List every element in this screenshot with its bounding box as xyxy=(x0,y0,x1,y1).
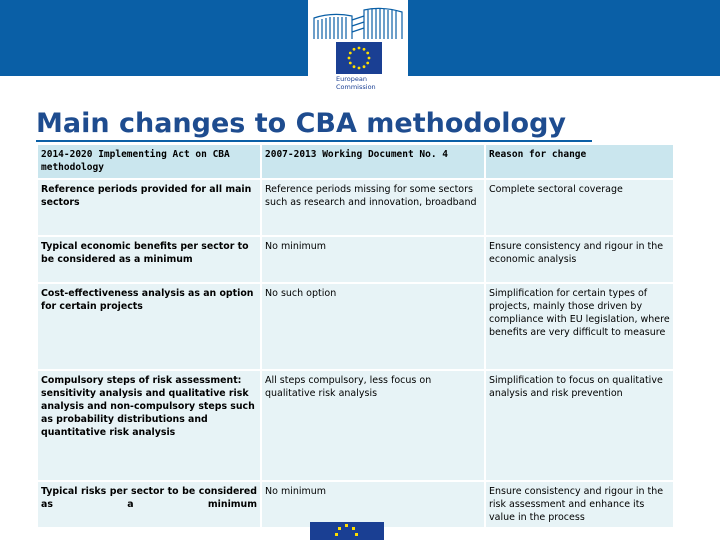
star-icon xyxy=(335,533,338,536)
title-underline xyxy=(36,140,592,142)
eu-flag xyxy=(336,42,382,74)
table-cell: Cost-effectiveness analysis as an option for certain projects xyxy=(38,284,260,369)
column-header: 2014-2020 Implementing Act on CBA methodology xyxy=(38,145,260,178)
table-row xyxy=(38,284,673,369)
table-cell: Ensure consistency and rigour in the risk assessment and enhance its value in the process xyxy=(486,482,673,527)
table-row xyxy=(38,237,673,282)
berlaymont-building-icon xyxy=(312,6,404,40)
comparison-table xyxy=(36,143,675,529)
table-cell: Simplification for certain types of projects, mainly those driven by compliance with EU legislation, where benefits are very difficult to measure xyxy=(486,284,673,369)
eu-stars-icon xyxy=(336,42,382,74)
table-cell: No minimum xyxy=(262,482,484,527)
european-commission-logo xyxy=(308,0,408,100)
table-cell: All steps compulsory, less focus on qualitative risk analysis xyxy=(262,371,484,480)
logo-text-line2: Commission xyxy=(336,82,376,91)
star-icon xyxy=(352,527,355,530)
table-row xyxy=(38,180,673,235)
column-header: Reason for change xyxy=(486,145,673,178)
star-icon xyxy=(345,524,348,527)
star-icon xyxy=(355,533,358,536)
page-title: Main changes to CBA methodology xyxy=(36,108,567,139)
table-cell: Reference periods provided for all main sectors xyxy=(38,180,260,235)
table-header-row xyxy=(38,145,673,178)
table-cell: Complete sectoral coverage xyxy=(486,180,673,235)
table-cell: Compulsory steps of risk assessment: sensitivity analysis and qualitative risk analysis and non-compulsory steps such as probability distributions and quantitative risk analysis xyxy=(38,371,260,480)
eu-flag-footer xyxy=(310,522,384,540)
table-cell: No such option xyxy=(262,284,484,369)
table-cell: Ensure consistency and rigour in the economic analysis xyxy=(486,237,673,282)
table-cell: Reference periods missing for some sectors such as research and innovation, broadband xyxy=(262,180,484,235)
table-row xyxy=(38,371,673,480)
table-cell: Typical economic benefits per sector to be considered as a minimum xyxy=(38,237,260,282)
table-row xyxy=(38,482,673,527)
table-cell: Simplification to focus on qualitative analysis and risk prevention xyxy=(486,371,673,480)
column-header: 2007-2013 Working Document No. 4 xyxy=(262,145,484,178)
star-icon xyxy=(338,527,341,530)
table-cell: No minimum xyxy=(262,237,484,282)
table-cell: Typical risks per sector to be considered as a minimum xyxy=(38,482,260,527)
logo-text xyxy=(336,76,376,91)
logo-text-line1: European xyxy=(336,75,367,83)
